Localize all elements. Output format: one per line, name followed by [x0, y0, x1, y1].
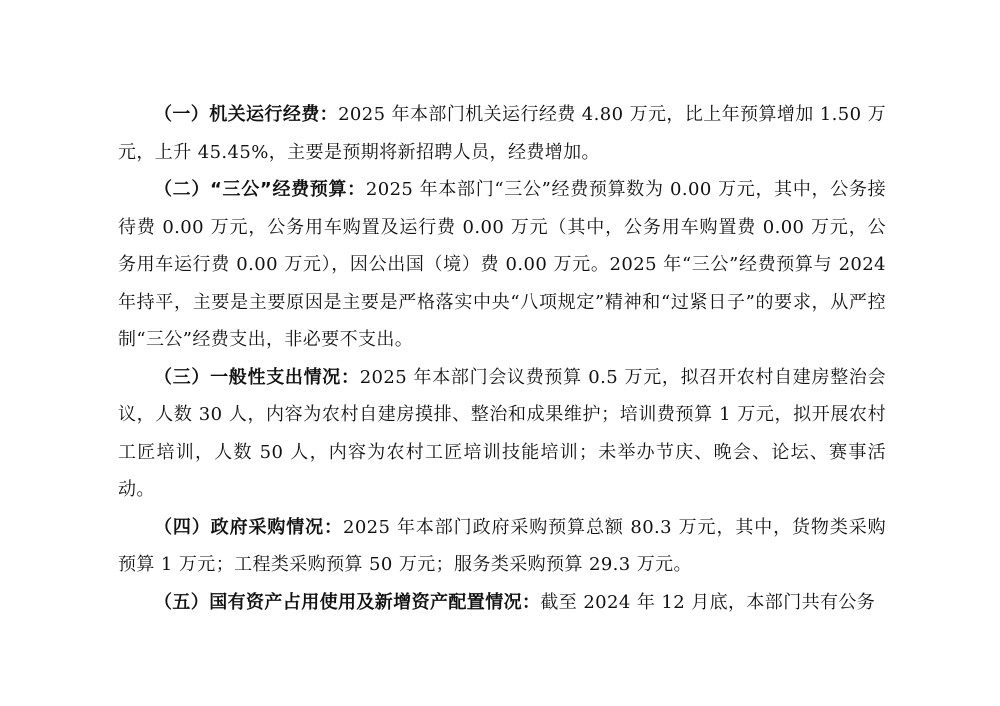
paragraph-heading: （五）国有资产占用使用及新增资产配置情况： [154, 591, 541, 613]
paragraph-three-public-expenses [118, 171, 886, 359]
paragraph-heading: （四）政府采购情况： [154, 516, 343, 538]
paragraph-operating-expenses [118, 96, 886, 171]
paragraph-body: 2025 年本部门“三公”经费预算数为 0.00 万元，其中，公务接待费 0.00 万元，公务用车购置及运行费 0.00 万元（其中，公务用车购置费 0.00 万元，公务用车运行费 0.00 万元），因公出国（境）费 0.00 万元。2025 年“三公”经费预算与 2024 年持平，主要是主要原因是主要是严格落实中央“八项规定”精神和“过紧日子”的要求，从严控制“三公”经费支出，非必要不支出。 [118, 179, 886, 350]
paragraph-body: 2025 年本部门政府采购预算总额 80.3 万元，其中，货物类采购预算 1 万元；工程类采购预算 50 万元；服务类采购预算 29.3 万元。 [118, 516, 887, 575]
paragraph-state-assets [118, 584, 886, 622]
paragraph-body: 2025 年本部门机关运行经费 4.80 万元，比上年预算增加 1.50 万元，上升 45.45%，主要是预期将新招聘人员，经费增加。 [118, 104, 886, 163]
paragraph-heading: （二）“三公”经费预算： [154, 179, 366, 200]
paragraph-body: 截至 2024 年 12 月底，本部门共有公务 [540, 591, 876, 613]
paragraph-general-expenditure [118, 359, 886, 509]
paragraph-body: 2025 年本部门会议费预算 0.5 万元，拟召开农村自建房整治会议，人数 30 人，内容为农村自建房摸排、整治和成果维护；培训费预算 1 万元，拟开展农村工匠培训，人数 50 人，内容为农村工匠培训技能培训；未举办节庆、晚会、论坛、赛事活动。 [118, 366, 886, 500]
paragraph-government-procurement [118, 509, 886, 584]
document-page [118, 96, 886, 621]
paragraph-heading: （三）一般性支出情况： [154, 366, 360, 388]
paragraph-heading: （一）机关运行经费： [154, 104, 339, 125]
